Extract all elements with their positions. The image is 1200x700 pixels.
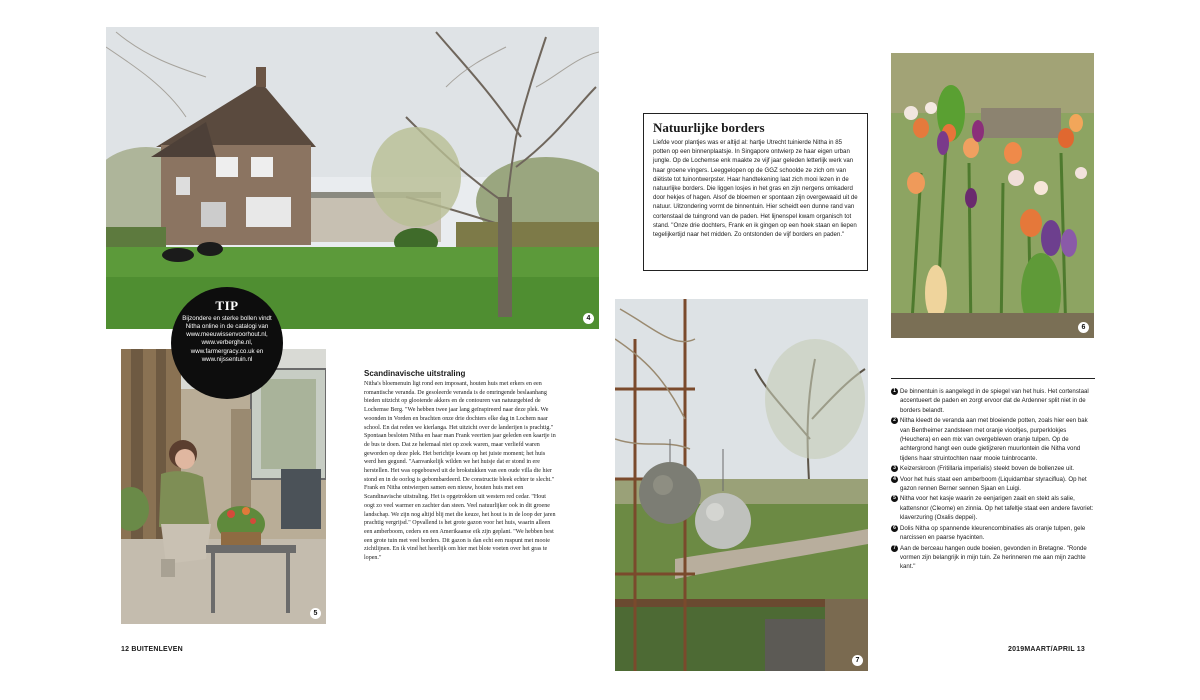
photo-captions [891,378,1095,573]
box-body: Liefde voor plantjes was er altijd al: hartje Utrecht tuinierde Nitha in 85 potten op een binnenplaatsje. In Singapore ontwierp ze haar eigen urban jungle. Op de Lochemse enk maakte ze vijf jaar geleden letterlijk werk van haar groene vingers. Leeggelopen op de GGZ schoolde ze zich om van diëtiste tot tuinontwerpster. Haar handtekening laat zich mooi lezen in de natuurlijke borders. Die liggen losjes in het gras en zijn nergens omkaderd door hekjes of hagen. Alsof de bloemen er spontaan zijn overgewaaid uit de natuur. Uitzondering vormt de binnentuin. Hier scheidt een dunne rand van cortenstaal de tuingrond van de paden. Het lijnenspel kwam organisch tot stand. "Onze drie dochters, Frank en ik gingen op een hoek staan en liepen tegelijkertijd naar het midden. Zo ontstonden de vijf borders en paden." [653,139,858,239]
folio-right: 2019MAART/APRIL 13 [1008,646,1085,653]
caption-number: 7 [891,545,898,552]
house-photo [106,27,599,329]
caption-number: 5 [891,495,898,502]
tip-title: TIP [215,298,239,313]
caption-text: De binnentuin is aangelegd in de spiegel van het huis. Het cortenstaal accentueert de paden en zorgt ervoor dat de Ardenner split niet in de borders belandt. [900,388,1089,414]
tip-links [171,331,283,365]
tip-intro: Bijzondere en sterke bollen vindt Nitha online in de catalogi van [182,315,272,330]
box-title: Natuurlijke borders [653,120,765,135]
caption-text: Dolis Nitha op spannende kleurencombinaties als oranje tulpen, gele narcissen en paarse hyacinten. [900,524,1086,542]
garden-photo [615,299,868,671]
caption-number: 3 [891,465,898,472]
article-heading: Scandinavische uitstraling [364,369,466,378]
caption-item [891,494,1095,522]
folio-left: 12 BUITENLEVEN [121,646,183,653]
caption-text: Keizerskroon (Fritillaria imperialis) steekt boven de bollenzee uit. [900,465,1075,473]
caption-item [891,524,1095,543]
caption-number: 2 [891,417,898,424]
photo-number-4: 4 [583,313,594,324]
caption-number: 1 [891,388,898,395]
tip-link[interactable]: www.farmergracy.co.uk en [190,347,264,355]
caption-item [891,475,1095,494]
tip-link[interactable]: www.verberghe.nl, [201,339,253,347]
photo-number-6: 6 [1078,322,1089,333]
caption-item [891,416,1095,463]
article-body: Nitha's bloemenuin ligt rond een imposant, houten huis met erkers en een romantische veranda. De gesoleerde veranda is de omringende beslaanhang bieden uitzicht op glooiende akkers en de contouren van natuurgebied de Lochemse Berg. "We hebben twee jaar lang geïnspireerd naar deze plek. We woonden in Vorden en brachten onze drie dochters elke dag in Lochem naar school. En dat reden we kierlanga. Het uitzicht over de landerijen is prachtig." Spontaan besloten Nitha en haar man Frank veertien jaar geleden een kaartje in de bus te doen. Dat ze helemaal niet op zoek waren, maar verliefd waren geworden op deze plek. Het berichtje kwam op het juiste moment; het huis werd hen gegund. "Aanvankelijk wilden we het huisje dat er stond in ere herstellen. Het was opgebouwd uit de brokstukken van een oude villa die hier stond en in de oorlog is gebombardeerd. De constructie bleek echter te slecht." Frank en Nitha ontwierpen samen een nieuw, houten huis met een Scandinavische uitstraling. Het is opgetrokken uit western red cedar. "Hout oogt zo veel warmer en zachter dan steen. Veel natuurlijker ook in dit groene landschap. We zijn nog altijd blij met die keuze, het hout is in de loop der jaren prachtig vergrijsd." Opvallend is het grote gazon voor het huis, waarin alleen een amberboom, ceders en een Amerikaanse eik zijn geplant. "We hebben best een grote tuin met veel borders. Dit gazon is dan echt een ruspunt met mooie zichtlijnen. En ik vind het heerlijk om hier met blote voeten over het gras te lopen." [364,381,556,562]
caption-text: Nitha kleedt de veranda aan met bloeiende potten, zoals hier een bak van Bentheimer zandsteen met oranje viooltjes, purperklokjes (Heuchera) en een mix van overgebleven oranje tulpen. Op de achtergrond hangt een oude gietijzeren muurlontein die Nitha vond tijdens haar struintochten naar mooie tuinbrocante. [900,417,1088,462]
photo-number-7: 7 [852,655,863,666]
tip-link[interactable]: www.nijssentuin.nl [201,356,253,364]
caption-text: Voor het huis staat een amberboom (Liquidambar styraciflua). Op het gazon rennen Berner sennen Sjaan en Luigi. [900,475,1087,493]
tip-circle [171,287,283,399]
caption-item [891,387,1095,415]
caption-number: 4 [891,476,898,483]
sidebar-box [643,113,868,271]
tulips-photo [891,53,1094,338]
caption-text: Nitha voor het kasje waarin ze eenjarigen zaait en stekt als salie, kattensnor (Cleome) en zinnia. Op het tafeltje staat een andere favoriet: klaverzuring (Oxalis deppei). [900,495,1094,522]
caption-item [891,464,1095,473]
tip-link[interactable]: www.meeuwissenvoorhout.nl, [186,331,268,338]
photo-number-5: 5 [310,608,321,619]
caption-item [891,544,1095,572]
caption-number: 6 [891,525,898,532]
article-column [364,369,556,563]
caption-text: Aan de berceau hangen oude boeien, gevonden in Bretagne. "Ronde vormen zijn belangrijk in mijn tuin. Ze herinneren me aan mijn zachte kant." [900,544,1087,571]
